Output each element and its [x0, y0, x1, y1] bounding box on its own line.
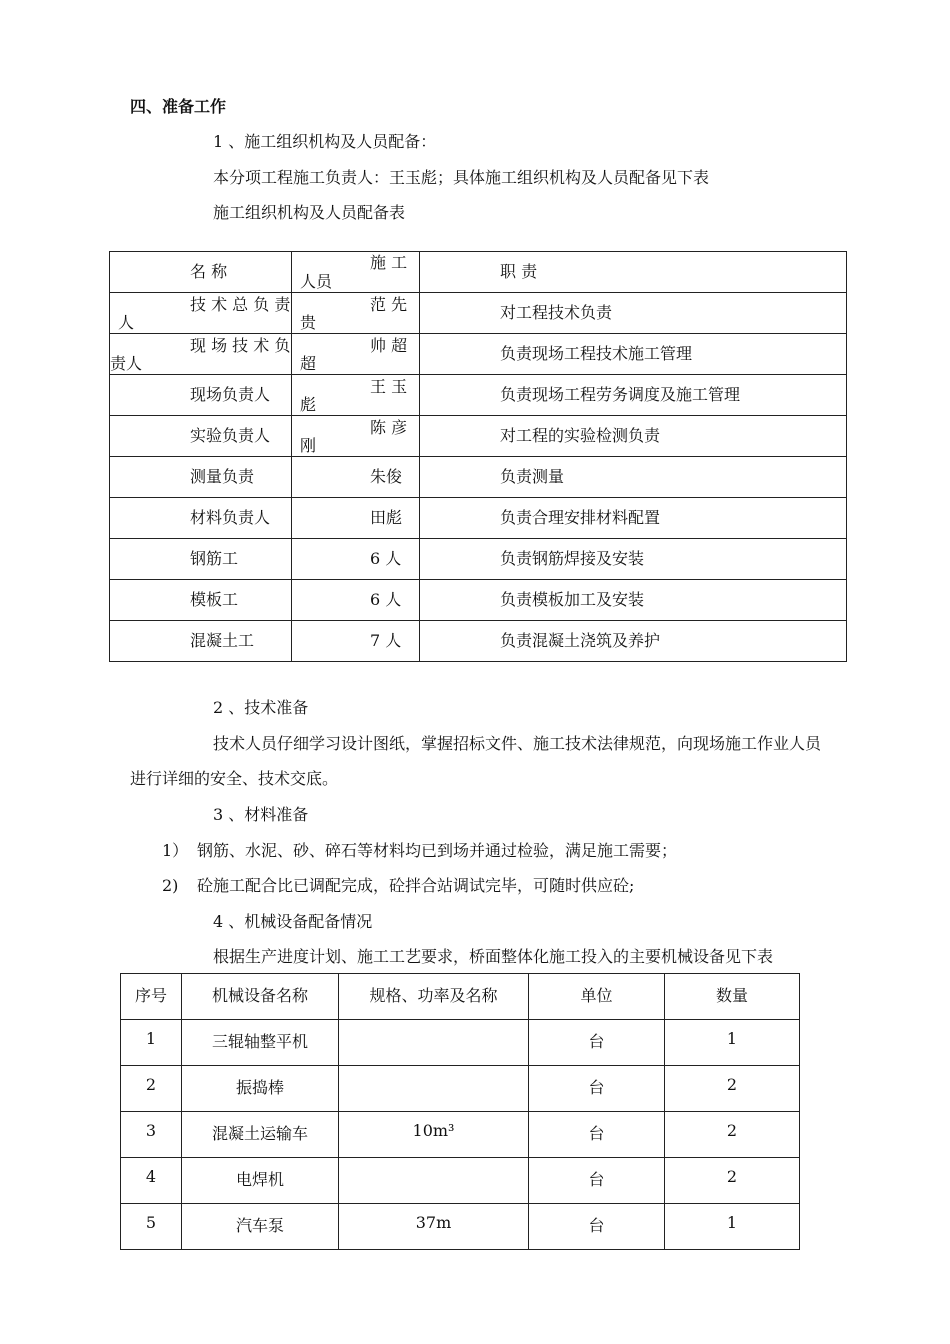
- equipment-row: [121, 1066, 800, 1112]
- equip-name: 电焊机: [182, 1158, 339, 1204]
- header-equipment-name: 机械设备名称: [182, 974, 339, 1020]
- staff-person-line1: 范 先: [370, 295, 408, 314]
- staff-row: [110, 498, 847, 539]
- staff-name: 混凝土工: [190, 631, 255, 650]
- staff-name: 测量负责: [190, 467, 255, 486]
- staff-duty: 负责合理安排材料配置: [500, 508, 661, 527]
- section-title: 四、准备工作: [130, 97, 227, 116]
- equip-index: 2: [121, 1066, 182, 1112]
- equipment-row: [121, 1020, 800, 1066]
- s2-heading: 2 、技术准备: [213, 698, 309, 717]
- staff-row: [110, 334, 847, 375]
- s3-item2-text: 砼施工配合比已调配完成，砼拌合站调试完毕，可随时供应砼;: [197, 876, 635, 895]
- staff-name: 模板工: [190, 590, 239, 609]
- s3-item2-number: 2): [162, 876, 179, 895]
- staff-table: [109, 251, 847, 662]
- staff-duty: 负责模板加工及安装: [500, 590, 645, 609]
- staff-name: 实验负责人: [190, 426, 271, 445]
- equip-quantity: 1: [665, 1204, 800, 1250]
- equip-quantity: 2: [665, 1158, 800, 1204]
- staff-person-line2: 贵: [300, 313, 317, 332]
- s4-paragraph: 根据生产进度计划、施工工艺要求，桥面整体化施工投入的主要机械设备见下表: [213, 947, 774, 966]
- equip-quantity: 1: [665, 1020, 800, 1066]
- staff-row: [110, 293, 847, 334]
- s3-heading: 3 、材料准备: [213, 805, 309, 824]
- equip-spec: 37m: [339, 1204, 529, 1250]
- equip-name: 汽车泵: [182, 1204, 339, 1250]
- header-person-line1: 施 工: [370, 253, 408, 272]
- equip-spec: [339, 1020, 529, 1066]
- staff-person: 6 人: [370, 590, 402, 609]
- s4-heading: 4 、机械设备配备情况: [213, 912, 373, 931]
- staff-person: 6 人: [370, 549, 402, 568]
- staff-row: [110, 621, 847, 662]
- header-quantity: 数量: [665, 974, 800, 1020]
- equipment-row: [121, 1204, 800, 1250]
- staff-person: 朱俊: [370, 467, 403, 486]
- equip-spec: [339, 1066, 529, 1112]
- staff-person-line1: 陈 彦: [370, 418, 408, 437]
- staff-row: [110, 539, 847, 580]
- header-index: 序号: [121, 974, 182, 1020]
- staff-person: 田彪: [370, 508, 403, 527]
- equip-index: 1: [121, 1020, 182, 1066]
- staff-table-caption: 施工组织机构及人员配备表: [213, 203, 406, 222]
- s1-paragraph: 本分项工程施工负责人：王玉彪；具体施工组织机构及人员配备见下表: [213, 168, 710, 187]
- equip-spec: 10m³: [339, 1112, 529, 1158]
- equip-quantity: 2: [665, 1112, 800, 1158]
- staff-name: 钢筋工: [190, 549, 239, 568]
- s3-item1-number: 1）: [162, 841, 189, 860]
- staff-person: 7 人: [370, 631, 402, 650]
- equipment-table-header: [121, 974, 800, 1020]
- staff-person-line1: 帅 超: [370, 336, 408, 355]
- staff-duty: 负责测量: [500, 467, 565, 486]
- staff-person-line2: 刚: [300, 436, 317, 455]
- s1-heading: 1 、施工组织机构及人员配备：: [213, 132, 437, 151]
- staff-duty: 对工程技术负责: [500, 303, 613, 322]
- staff-name-line1: 技 术 总 负 责: [190, 295, 291, 314]
- staff-name: 材料负责人: [190, 508, 271, 527]
- header-name: 名 称: [190, 262, 228, 281]
- header-spec: 规格、功率及名称: [339, 974, 529, 1020]
- staff-person-line2: 超: [300, 354, 317, 373]
- equip-unit: 台: [529, 1112, 665, 1158]
- staff-name: 现场负责人: [190, 385, 271, 404]
- staff-person-line2: 彪: [300, 395, 317, 414]
- staff-table-header: [110, 252, 847, 293]
- s3-item1-text: 钢筋、水泥、砂、碎石等材料均已到场并通过检验，满足施工需要；: [197, 841, 678, 860]
- staff-name-line1: 现 场 技 术 负: [190, 336, 291, 355]
- header-duty: 职 责: [500, 262, 538, 281]
- equip-name: 三辊轴整平机: [182, 1020, 339, 1066]
- staff-row: [110, 457, 847, 498]
- equip-name: 振捣棒: [182, 1066, 339, 1112]
- equip-name: 混凝土运输车: [182, 1112, 339, 1158]
- equip-unit: 台: [529, 1020, 665, 1066]
- staff-duty: 负责现场工程劳务调度及施工管理: [500, 385, 741, 404]
- equipment-row: [121, 1112, 800, 1158]
- s2-paragraph-line2: 进行详细的安全、技术交底。: [130, 769, 339, 788]
- staff-row: [110, 580, 847, 621]
- staff-duty: 负责现场工程技术施工管理: [500, 344, 693, 363]
- equip-index: 3: [121, 1112, 182, 1158]
- equip-index: 5: [121, 1204, 182, 1250]
- staff-person-line1: 王 玉: [370, 377, 408, 396]
- header-person-line2: 人员: [300, 272, 333, 291]
- equip-spec: [339, 1158, 529, 1204]
- equipment-table: [120, 973, 800, 1250]
- equipment-row: [121, 1158, 800, 1204]
- staff-row: [110, 416, 847, 457]
- staff-name-line2: 责人: [110, 354, 143, 373]
- equip-unit: 台: [529, 1204, 665, 1250]
- equip-unit: 台: [529, 1066, 665, 1112]
- staff-duty: 负责钢筋焊接及安装: [500, 549, 645, 568]
- staff-row: [110, 375, 847, 416]
- equip-index: 4: [121, 1158, 182, 1204]
- staff-duty: 对工程的实验检测负责: [500, 426, 661, 445]
- header-unit: 单位: [529, 974, 665, 1020]
- staff-name-line2: 人: [118, 313, 135, 332]
- s2-paragraph-line1: 技术人员仔细学习设计图纸，掌握招标文件、施工技术法律规范，向现场施工作业人员: [213, 734, 822, 753]
- equip-unit: 台: [529, 1158, 665, 1204]
- staff-duty: 负责混凝土浇筑及养护: [500, 631, 661, 650]
- equip-quantity: 2: [665, 1066, 800, 1112]
